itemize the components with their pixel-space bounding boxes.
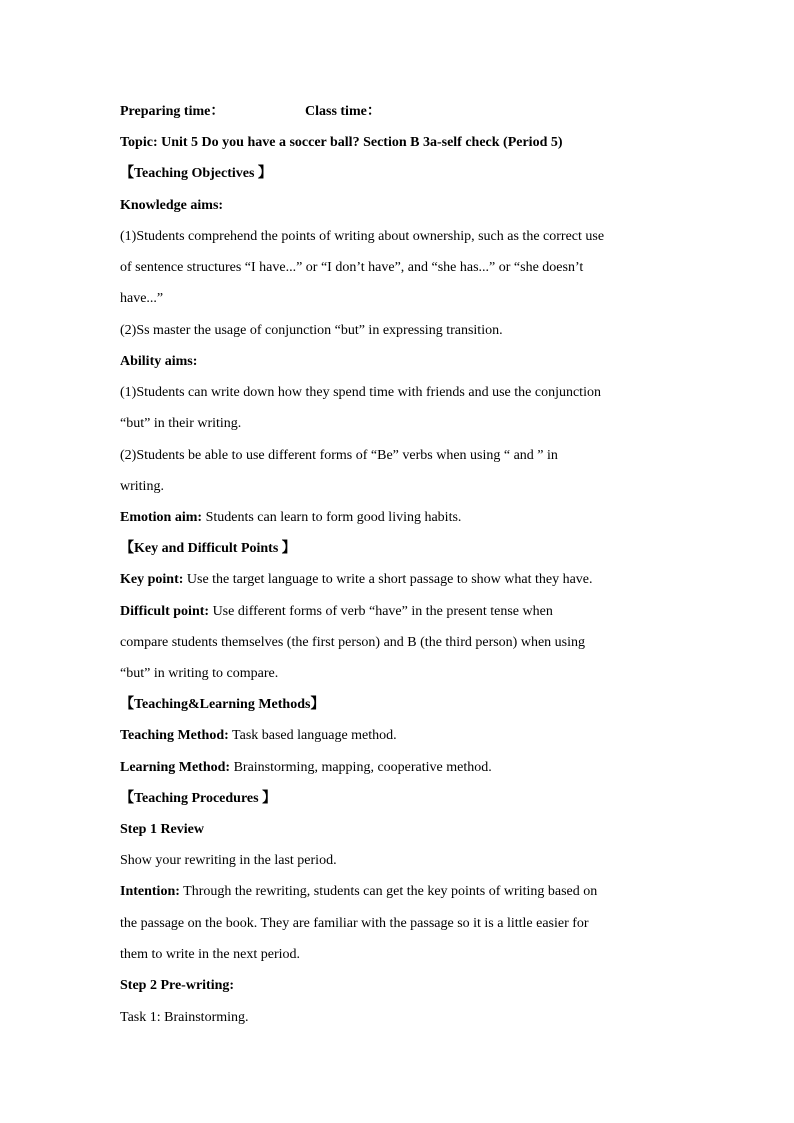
ability-item-1-line-2: “but” in their writing. xyxy=(120,416,242,431)
intention-line-3: them to write in the next period. xyxy=(120,947,301,962)
preparing-time-label: Preparing time： xyxy=(120,104,225,119)
knowledge-aims-label: Knowledge aims: xyxy=(120,198,224,213)
section-methods: 【Teaching&Learning Methods】 xyxy=(120,697,325,712)
difficult-point-label: Difficult point: xyxy=(120,604,210,619)
section-objectives: 【Teaching Objectives 】 xyxy=(120,166,272,181)
key-point xyxy=(120,571,680,589)
ability-aims-label: Ability aims: xyxy=(120,354,198,369)
knowledge-item-1-line-3: have...” xyxy=(120,291,164,306)
intention-text: Through the rewriting, students can get the key points of writing based on xyxy=(179,884,598,899)
step-2-title: Step 2 Pre-writing: xyxy=(120,978,235,993)
intention-label: Intention: xyxy=(120,884,180,899)
knowledge-item-1-line-2: of sentence structures “I have...” or “I don’t have”, and “she has...” or “she doesn’t xyxy=(120,260,584,275)
class-time-label: Class time： xyxy=(305,104,381,119)
header-line xyxy=(120,103,680,121)
difficult-point-text: Use different forms of verb “have” in the present tense when xyxy=(209,604,553,619)
difficult-point-line-2: compare students themselves (the first person) and B (the third person) when using xyxy=(120,635,586,650)
emotion-aim-text: Students can learn to form good living habits. xyxy=(202,510,462,525)
ability-item-2-line-2: writing. xyxy=(120,479,164,494)
step-2-task-1: Task 1: Brainstorming. xyxy=(120,1010,249,1025)
ability-item-2-line-1: (2)Students be able to use different forms of “Be” verbs when using “ and ” in xyxy=(120,448,558,463)
learning-method-text: Brainstorming, mapping, cooperative method. xyxy=(230,760,492,775)
emotion-aim xyxy=(120,509,680,527)
knowledge-item-2: (2)Ss master the usage of conjunction “but” in expressing transition. xyxy=(120,323,503,338)
difficult-point-line-3: “but” in writing to compare. xyxy=(120,666,279,681)
ability-item-1-line-1: (1)Students can write down how they spend time with friends and use the conjunction xyxy=(120,385,601,400)
difficult-point-line-1 xyxy=(120,603,680,621)
intention-line-2: the passage on the book. They are familiar with the passage so it is a little easier for xyxy=(120,916,589,931)
key-point-label: Key point: xyxy=(120,572,184,587)
teaching-method-text: Task based language method. xyxy=(228,728,397,743)
teaching-method xyxy=(120,727,680,745)
intention-line-1 xyxy=(120,883,680,901)
section-key-points: 【Key and Difficult Points 】 xyxy=(120,541,296,556)
key-point-text: Use the target language to write a short passage to show what they have. xyxy=(183,572,593,587)
teaching-method-label: Teaching Method: xyxy=(120,728,229,743)
topic-heading: Topic: Unit 5 Do you have a soccer ball? Section B 3a-self check (Period 5) xyxy=(120,135,563,150)
step-1-text: Show your rewriting in the last period. xyxy=(120,853,337,868)
learning-method xyxy=(120,759,680,777)
step-1-title: Step 1 Review xyxy=(120,822,204,837)
emotion-aim-label: Emotion aim: xyxy=(120,510,203,525)
learning-method-label: Learning Method: xyxy=(120,760,231,775)
section-procedures: 【Teaching Procedures 】 xyxy=(120,791,277,806)
knowledge-item-1-line-1: (1)Students comprehend the points of writing about ownership, such as the correct use xyxy=(120,229,605,244)
